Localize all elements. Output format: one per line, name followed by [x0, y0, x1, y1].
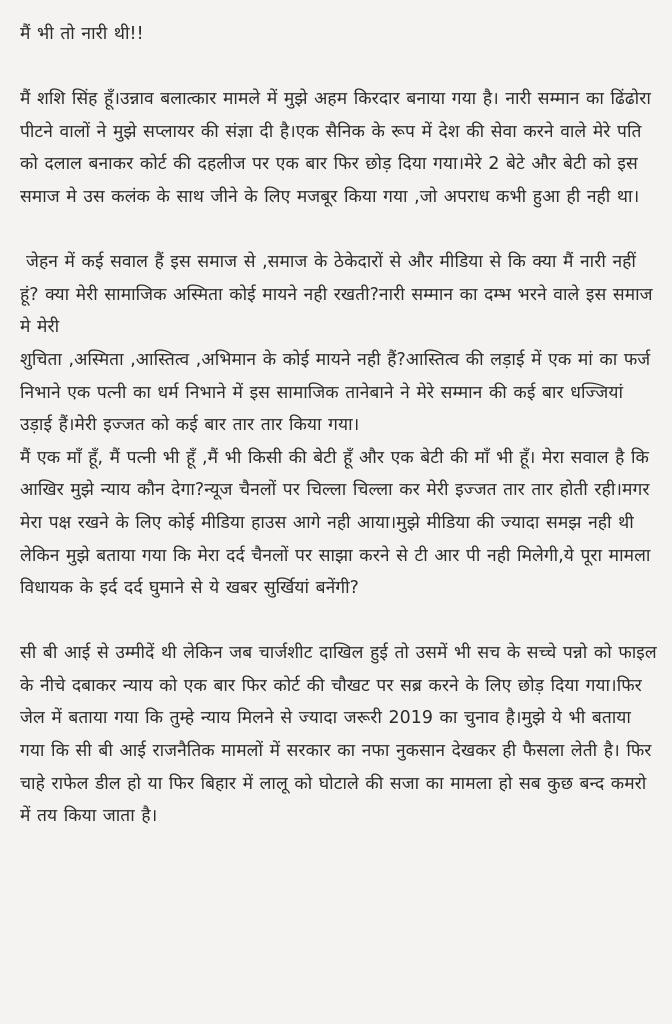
paragraph-2: जेहन में कई सवाल हैं इस समाज से ,समाज के ठेकेदारों से और मीडिया से कि क्या मैं नारी नहीं हूं? क्या मेरी सामाजिक अस्मिता कोई मायने नही रखती?नारी सम्मान का दम्भ भरने वाले इस समाज मे मेरी — [20, 252, 653, 338]
paragraph-gap — [20, 51, 660, 84]
paragraph-gap — [20, 214, 660, 247]
document-title: मैं भी तो नारी थी!! — [20, 24, 144, 44]
paragraph-3: शुचिता ,अस्मिता ,आस्तित्व ,अभिमान के कोई मायने नही हैं?आस्तित्व की लड़ाई में एक मां का फर्ज निभाने एक पत्नी का धर्म निभाने में इस सामाजिक तानेबाने ने मेरे सम्मान की कई बार धज्जियां उड़ाई हैं।मेरी इज्जत को कई बार तार तार किया गया। — [20, 349, 651, 436]
paragraph-5: सी बी आई से उम्मीदें थी लेकिन जब चार्जशीट दाखिल हुई तो उसमें भी सच के सच्चे पन्नो को फाइल के नीचे दबाकर न्याय को एक बार फिर कोर्ट की चौखट पर सब्र करने के लिए छोड़ दिया गया।फिर जेल में बताया गया कि तुम्हे न्याय मिलने से ज्यादा जरूरी 2019 का चुनाव है।मुझे ये भी बताया गया कि सी बी आई राजनैतिक मामलों में सरकार का नफा नुकसान देखकर ही फैसला लेती है। फिर चाहे राफेल डील हो या फिर बिहार में लालू को घोटाले की सजा का मामला हो सब कुछ बन्द कमरो में तय किया जाता है। — [20, 643, 657, 827]
paragraph-4: मैं एक माँ हूँ, मैं पत्नी भी हूँ ,मैं भी किसी की बेटी हूँ और एक बेटी की माँ भी हूँ। मेरा सवाल है कि आखिर मुझे न्याय कौन देगा?न्यूज चैनलों पर चिल्ला चिल्ला कर मेरी इज्जत तार तार होती रही।मगर मेरा पक्ष रखने के लिए कोई मीडिया हाउस आगे नही आया।मुझे मीडिया की ज्यादा समझ नही थी लेकिन मुझे बताया गया कि मेरा दर्द चैनलों पर साझा करने से टी आर पी नही मिलेगी,ये पूरा मामला विधायक के इर्द दर्द घुमाने से ये खबर सुर्खियां बनेंगी? — [20, 447, 651, 599]
paragraph-gap — [20, 605, 660, 638]
paragraph-1: मैं शशि सिंह हूँ।उन्नाव बलात्कार मामले में मुझे अहम किरदार बनाया गया है। नारी सम्मान का ढिंढोरा पीटने वालों ने मुझे सप्लायर की संज्ञा दी है।एक सैनिक के रूप में देश की सेवा करने वाले मेरे पति को दलाल बनाकर कोर्ट की दहलीज पर एक बार फिर छोड़ दिया गया।मेरे 2 बेटे और बेटी को इस समाज मे उस कलंक के साथ जीने के लिए मजबूर किया गया ,जो अपराध कभी हुआ ही नही था। — [20, 89, 651, 207]
